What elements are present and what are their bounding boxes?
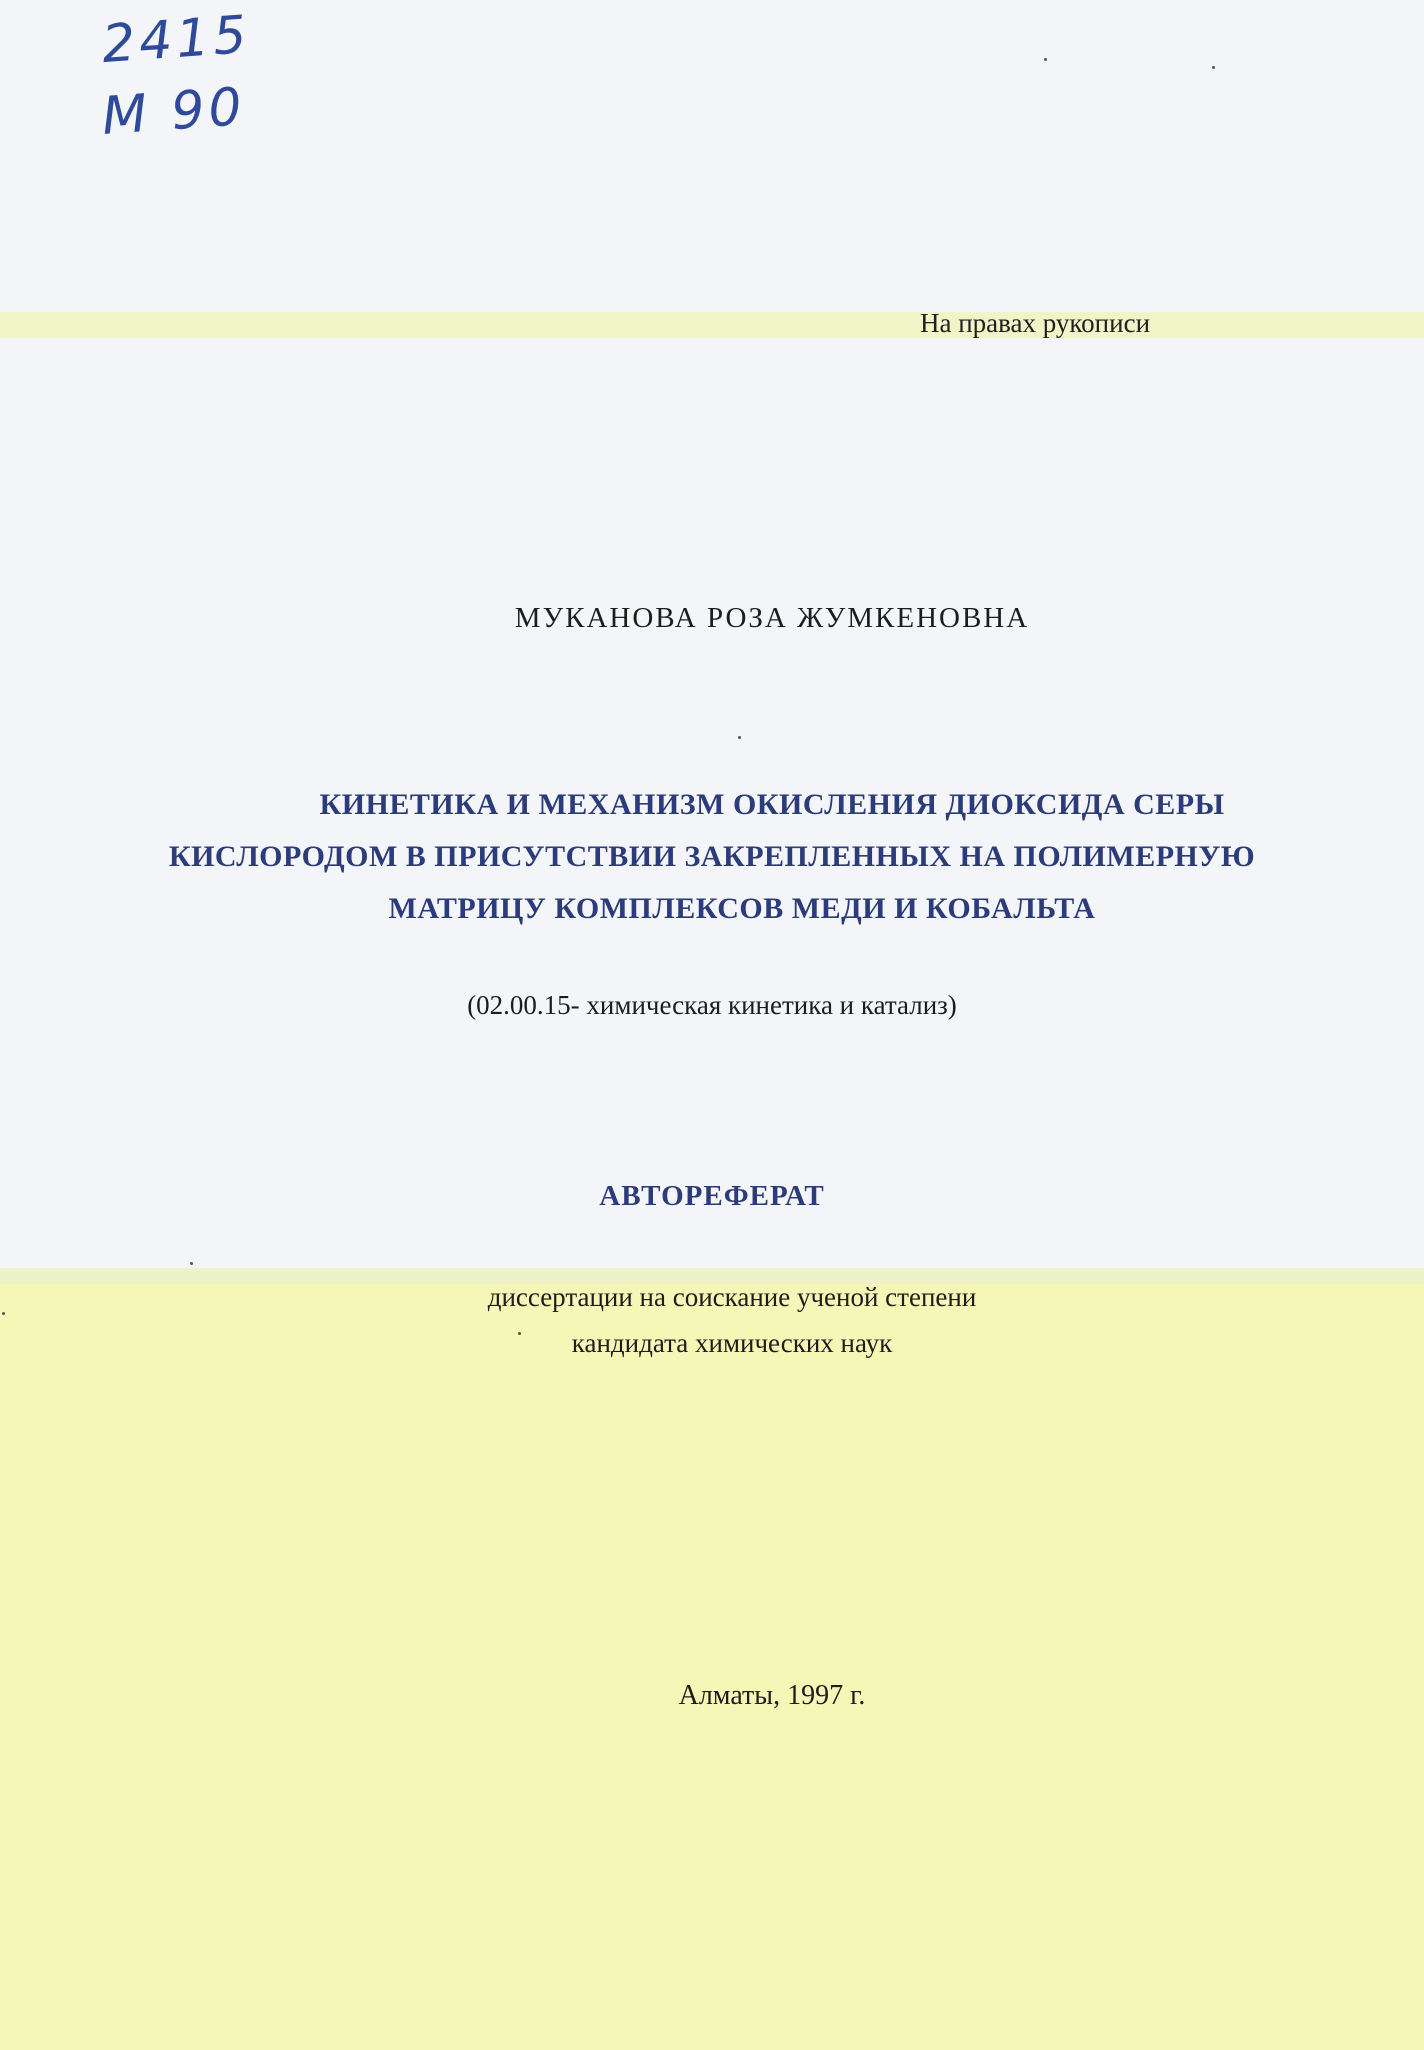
handwritten-note-line2: M 90: [100, 77, 248, 147]
degree-line-1: диссертации на соискание ученой степени: [487, 1282, 977, 1312]
bottom-yellow-band: [0, 1268, 1424, 2050]
speck: [190, 1262, 193, 1265]
handwritten-note-line1: 2415: [100, 4, 253, 76]
speck: [518, 1332, 521, 1335]
author-name: МУКАНОВА РОЗА ЖУМКЕНОВНА: [514, 602, 1030, 634]
specialty-code: (02.00.15- химическая кинетика и катализ): [467, 990, 957, 1020]
rights-note: На правах рукописи: [920, 308, 1151, 338]
speck: [1212, 66, 1215, 69]
place-year: Алматы, 1997 г.: [678, 1680, 866, 1711]
title-line-1: КИНЕТИКА И МЕХАНИЗМ ОКИСЛЕНИЯ ДИОКСИДА СЕРЫ: [319, 788, 1225, 821]
top-yellow-band: [0, 312, 1424, 338]
speck: [738, 736, 741, 739]
title-line-3: МАТРИЦУ КОМПЛЕКСОВ МЕДИ И КОБАЛЬТА: [388, 892, 1096, 925]
speck: [1044, 58, 1047, 61]
degree-line-2: кандидата химических наук: [571, 1328, 893, 1358]
document-type: АВТОРЕФЕРАТ: [599, 1180, 825, 1212]
speck: [2, 1312, 5, 1315]
title-line-2: КИСЛОРОДОМ В ПРИСУТСТВИИ ЗАКРЕПЛЕННЫХ НА ПОЛИМЕРНУЮ: [168, 840, 1256, 873]
